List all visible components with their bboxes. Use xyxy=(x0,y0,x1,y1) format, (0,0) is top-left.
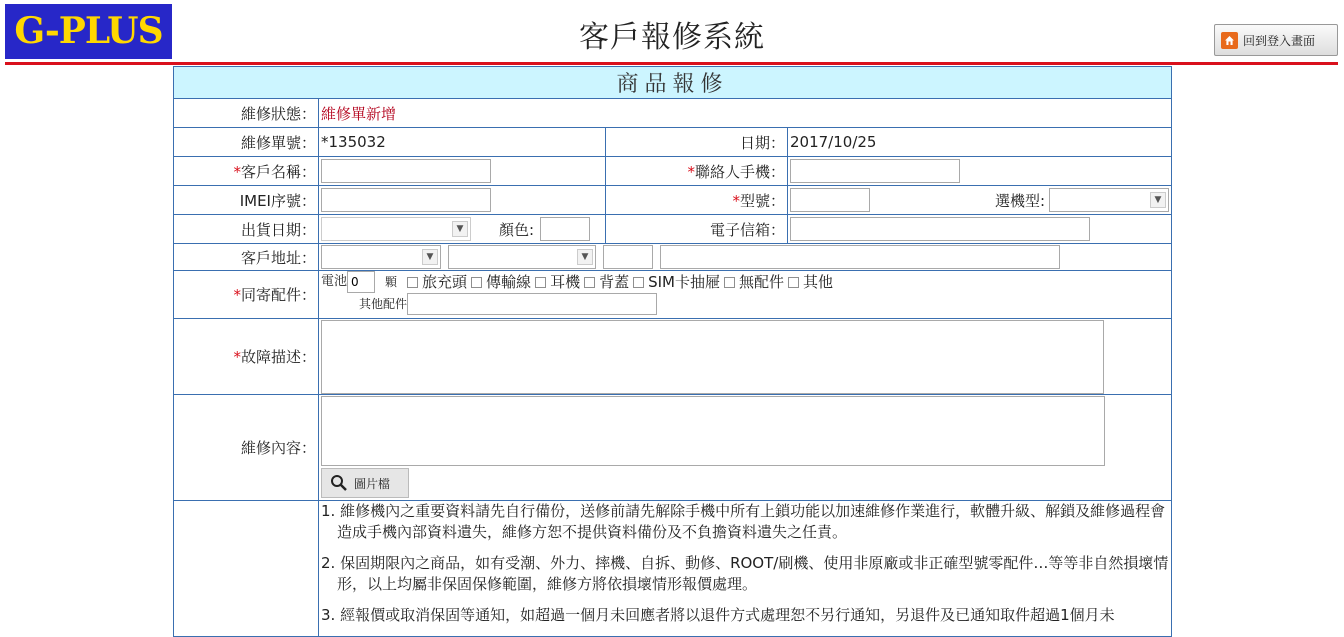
picture-upload-button[interactable] xyxy=(321,468,409,498)
accessory-checkbox[interactable]: 背蓋 xyxy=(582,271,629,293)
checkbox[interactable] xyxy=(471,277,482,288)
district-select[interactable] xyxy=(448,245,596,269)
model-label: 型號： xyxy=(739,191,785,210)
repair-form xyxy=(173,66,1172,637)
address-label: 客戶地址： xyxy=(174,244,319,271)
accessory-checkbox[interactable]: 其他 xyxy=(786,271,833,293)
chevron-down-icon: ▼ xyxy=(452,221,468,237)
accessory-checkbox[interactable]: 傳輸線 xyxy=(469,271,531,293)
fault-description-textarea[interactable] xyxy=(321,320,1104,394)
required-mark: * xyxy=(233,162,241,181)
checkbox[interactable] xyxy=(724,277,735,288)
chevron-down-icon: ▼ xyxy=(577,249,593,265)
required-mark: * xyxy=(687,162,695,181)
ship-date-select[interactable] xyxy=(321,217,471,241)
city-select[interactable] xyxy=(321,245,441,269)
accessory-checkbox[interactable]: SIM卡抽屜 xyxy=(631,271,720,293)
select-model-label: 選機型: xyxy=(994,191,1046,210)
checkbox[interactable] xyxy=(407,277,418,288)
email-label: 電子信箱： xyxy=(606,215,788,244)
battery-label: 電池 xyxy=(321,274,348,289)
order-number-label: 維修單號： xyxy=(174,128,319,157)
accessories-label: 同寄配件： xyxy=(240,286,316,304)
notice-item: 1. 維修機內之重要資料請先自行備份，送修前請先解除手機中所有上鎖功能以加速維修作業進行，軟體升級、解鎖及維修過程會造成手機內部資料遺失，維修方恕不提供資料備份及不負擔資料遺失之任責。 xyxy=(321,502,1166,541)
required-mark: * xyxy=(732,191,740,210)
form-caption: 商品報修 xyxy=(174,67,1172,99)
status-value: 維修單新增 xyxy=(321,104,397,123)
zipcode-input[interactable] xyxy=(603,245,653,269)
required-mark: * xyxy=(233,286,241,304)
order-number-value: *135032 xyxy=(319,128,606,157)
battery-unit: 顆 xyxy=(385,275,398,289)
page-title: 客戶報修系統 xyxy=(579,20,765,55)
checkbox[interactable] xyxy=(633,277,644,288)
back-button-label: 回到登入畫面 xyxy=(1243,33,1316,48)
picture-button-label: 圖片檔 xyxy=(354,476,391,491)
accessory-checkbox[interactable]: 旅充頭 xyxy=(405,271,467,293)
accessory-checkbox[interactable]: 無配件 xyxy=(722,271,784,293)
date-value: 2017/10/25 xyxy=(788,128,1172,157)
contact-phone-input[interactable] xyxy=(790,159,960,183)
color-input[interactable] xyxy=(540,217,590,241)
search-icon xyxy=(330,474,348,492)
checkbox[interactable] xyxy=(584,277,595,288)
page-header xyxy=(0,0,1344,66)
checkbox[interactable] xyxy=(788,277,799,288)
email-input[interactable] xyxy=(790,217,1090,241)
model-input[interactable] xyxy=(790,188,870,212)
notice-list xyxy=(319,501,1172,637)
notice-item: 2. 保固期限內之商品，如有受潮、外力、摔機、自拆、動修、ROOT/刷機、使用非原廠或非正確型號零配件…等等非自然損壞情形，以上均屬非保固保修範圍，維修方將依損壞情形報價處理。 xyxy=(321,554,1169,593)
notice-item: 3. 經報價或取消保固等通知，如超過一個月未回應者將以退件方式處理恕不另行通知，另退件及已通知取件超過1個月未 xyxy=(321,606,1115,624)
address-input[interactable] xyxy=(660,245,1060,269)
battery-count-input[interactable] xyxy=(347,271,375,293)
accessory-checkbox[interactable]: 耳機 xyxy=(533,271,580,293)
repair-content-textarea[interactable] xyxy=(321,396,1105,466)
customer-name-input[interactable] xyxy=(321,159,491,183)
imei-label: IMEI序號： xyxy=(174,186,319,215)
contact-phone-label: 聯絡人手機： xyxy=(694,162,785,181)
imei-input[interactable] xyxy=(321,188,491,212)
logo: G-PLUS xyxy=(5,4,172,59)
required-mark: * xyxy=(233,348,241,366)
date-label: 日期： xyxy=(606,128,788,157)
customer-name-label: 客戶名稱： xyxy=(240,162,316,181)
fault-description-label: 故障描述： xyxy=(240,348,316,366)
other-accessories-input[interactable] xyxy=(407,293,657,315)
header-divider xyxy=(5,62,1338,65)
back-to-login-button[interactable] xyxy=(1214,24,1338,56)
status-label: 維修狀態： xyxy=(174,99,319,128)
other-accessories-label: 其他配件 xyxy=(359,297,408,311)
chevron-down-icon: ▼ xyxy=(1150,192,1166,208)
chevron-down-icon: ▼ xyxy=(422,249,438,265)
repair-content-label: 維修內容： xyxy=(174,395,319,501)
model-select[interactable] xyxy=(1049,188,1169,212)
ship-date-label: 出貨日期： xyxy=(174,215,319,244)
color-label: 顏色: xyxy=(499,220,535,239)
home-icon xyxy=(1221,32,1238,49)
checkbox[interactable] xyxy=(535,277,546,288)
